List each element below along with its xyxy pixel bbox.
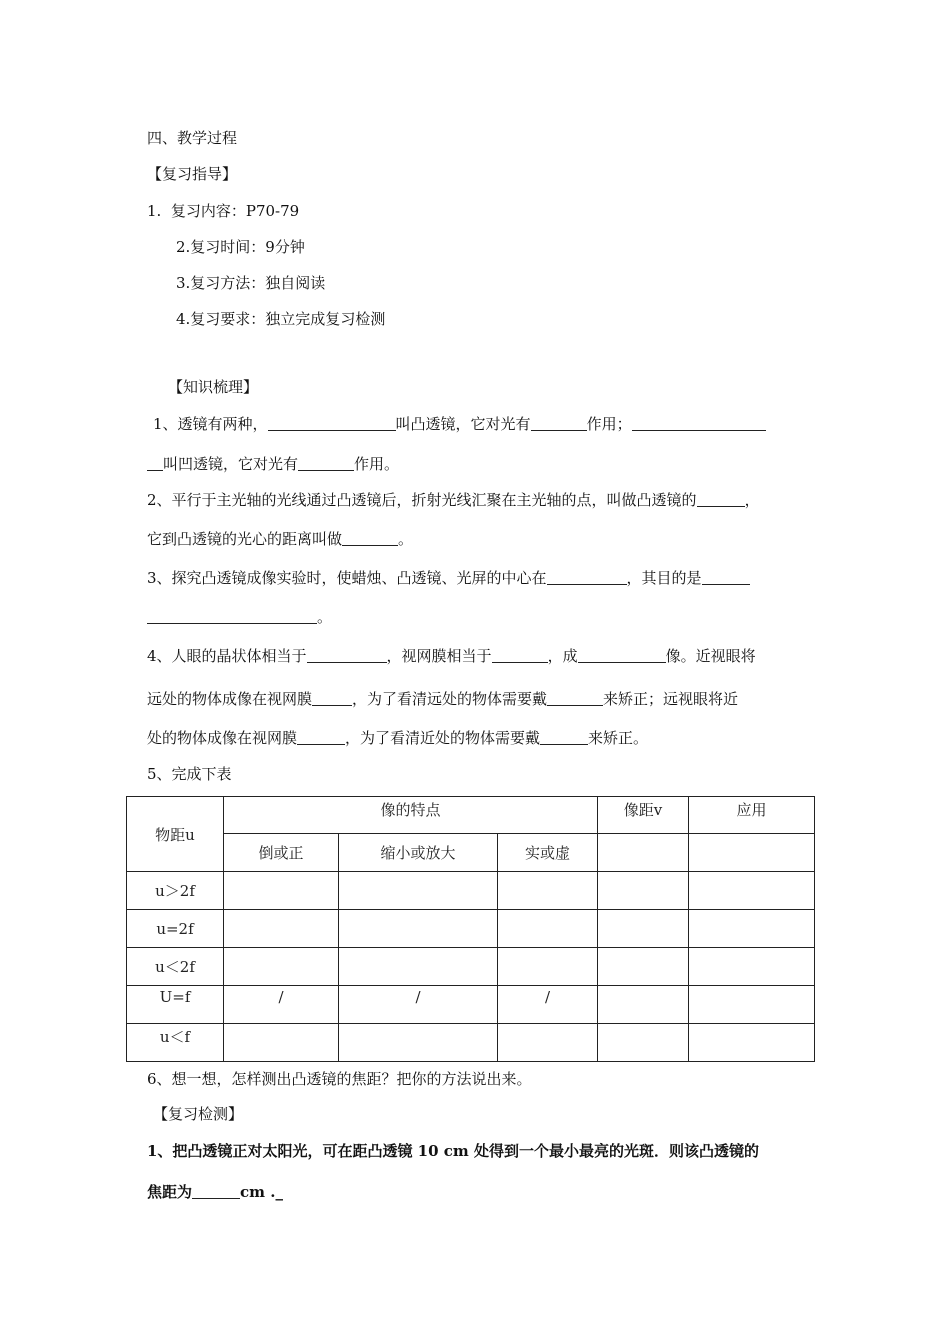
blank[interactable] bbox=[632, 416, 766, 431]
cell[interactable] bbox=[598, 872, 689, 910]
row-label: u＜2f bbox=[127, 948, 224, 986]
question-1-line-2: 叫凹透镜，它对光有 作用。 bbox=[147, 454, 399, 474]
cell: / bbox=[339, 986, 498, 1024]
cell[interactable] bbox=[598, 910, 689, 948]
cell[interactable] bbox=[339, 1024, 498, 1062]
cell[interactable] bbox=[498, 1024, 598, 1062]
guide-item-requirement: 4.复习要求：独立完成复习检测 bbox=[176, 310, 386, 328]
cell[interactable] bbox=[598, 1024, 689, 1062]
blank[interactable] bbox=[578, 648, 666, 663]
blank[interactable] bbox=[697, 492, 745, 507]
table-row bbox=[127, 1024, 815, 1062]
blank[interactable] bbox=[192, 1184, 240, 1199]
blank[interactable] bbox=[547, 691, 603, 706]
row-label: U=f bbox=[127, 986, 224, 1024]
cell: / bbox=[498, 986, 598, 1024]
blank[interactable] bbox=[342, 531, 398, 546]
row-label: u＞2f bbox=[127, 872, 224, 910]
question-3-line-1: 3、探究凸透镜成像实验时，使蜡烛、凸透镜、光屏的中心在 ，其目的是 bbox=[147, 568, 750, 588]
cell[interactable] bbox=[224, 910, 339, 948]
cell[interactable] bbox=[689, 872, 815, 910]
blank[interactable] bbox=[547, 570, 627, 585]
blank[interactable] bbox=[147, 456, 163, 471]
cell[interactable] bbox=[689, 1024, 815, 1062]
table-row bbox=[127, 948, 815, 986]
question-3-line-2: 。 bbox=[147, 607, 332, 627]
table-row bbox=[127, 910, 815, 948]
blank[interactable] bbox=[492, 648, 548, 663]
cell[interactable] bbox=[339, 872, 498, 910]
blank[interactable] bbox=[147, 609, 317, 624]
section-heading: 四、教学过程 bbox=[147, 129, 238, 147]
lens-imaging-table bbox=[126, 796, 815, 1062]
cell[interactable] bbox=[339, 910, 498, 948]
cell[interactable] bbox=[689, 948, 815, 986]
cell[interactable] bbox=[224, 872, 339, 910]
blank[interactable] bbox=[297, 730, 345, 745]
cell[interactable] bbox=[498, 910, 598, 948]
test-title: 【复习检测】 bbox=[153, 1105, 244, 1123]
header-image-distance: 像距v bbox=[598, 797, 689, 834]
header-orientation: 倒或正 bbox=[224, 834, 339, 872]
cell[interactable] bbox=[689, 986, 815, 1024]
blank[interactable] bbox=[540, 730, 588, 745]
cell[interactable] bbox=[224, 1024, 339, 1062]
question-1-line-1: 1、透镜有两种， 叫凸透镜，它对光有 作用； bbox=[153, 414, 766, 434]
header-object-distance: 物距u bbox=[127, 797, 224, 872]
blank[interactable] bbox=[531, 416, 587, 431]
table-row bbox=[127, 872, 815, 910]
question-4-line-2: 远处的物体成像在视网膜 ，为了看清远处的物体需要戴 来矫正；远视眼将近 bbox=[147, 690, 739, 708]
question-5: 5、完成下表 bbox=[147, 765, 232, 783]
blank[interactable] bbox=[307, 648, 387, 663]
header-real-virtual: 实或虚 bbox=[498, 834, 598, 872]
cell[interactable] bbox=[224, 948, 339, 986]
header-application: 应用 bbox=[689, 797, 815, 834]
test-question-1-line-1: 1、把凸透镜正对太阳光，可在距凸透镜 10 cm 处得到一个最小最亮的光斑．则该凸透镜的 bbox=[147, 1142, 759, 1160]
cell[interactable] bbox=[339, 948, 498, 986]
guide-item-method: 3.复习方法：独自阅读 bbox=[176, 274, 326, 292]
cell[interactable] bbox=[689, 910, 815, 948]
header-size: 缩小或放大 bbox=[339, 834, 498, 872]
cell: / bbox=[224, 986, 339, 1024]
blank[interactable] bbox=[268, 416, 396, 431]
header-image-distance-cell[interactable] bbox=[598, 834, 689, 872]
blank[interactable] bbox=[702, 570, 750, 585]
guide-title: 【复习指导】 bbox=[147, 165, 238, 183]
row-label: u＜f bbox=[127, 1024, 224, 1062]
header-application-cell[interactable] bbox=[689, 834, 815, 872]
cell[interactable] bbox=[598, 986, 689, 1024]
cell[interactable] bbox=[598, 948, 689, 986]
question-2-line-1: 2、平行于主光轴的光线通过凸透镜后，折射光线汇聚在主光轴的点，叫做凸透镜的 ， bbox=[147, 491, 760, 509]
cell[interactable] bbox=[498, 872, 598, 910]
question-4-line-1: 4、人眼的晶状体相当于 ，视网膜相当于 ，成 像。近视眼将 bbox=[147, 647, 756, 665]
blank[interactable] bbox=[298, 456, 354, 471]
cell[interactable] bbox=[498, 948, 598, 986]
question-4-line-3: 处的物体成像在视网膜 ，为了看清近处的物体需要戴 来矫正。 bbox=[147, 729, 649, 747]
row-label: u=2f bbox=[127, 910, 224, 948]
question-2-line-2: 它到凸透镜的光心的距离叫做 。 bbox=[147, 530, 414, 548]
guide-item-time: 2.复习时间：9分钟 bbox=[176, 238, 305, 256]
table-row bbox=[127, 986, 815, 1024]
knowledge-title: 【知识梳理】 bbox=[168, 378, 259, 396]
question-6: 6、想一想，怎样测出凸透镜的焦距？把你的方法说出来。 bbox=[147, 1070, 532, 1088]
header-image-features: 像的特点 bbox=[224, 797, 598, 834]
blank[interactable] bbox=[312, 691, 352, 706]
test-question-1-line-2: 焦距为 cm ._ bbox=[147, 1183, 283, 1201]
guide-item-content: 1. 复习内容：P70-79 bbox=[147, 202, 300, 220]
